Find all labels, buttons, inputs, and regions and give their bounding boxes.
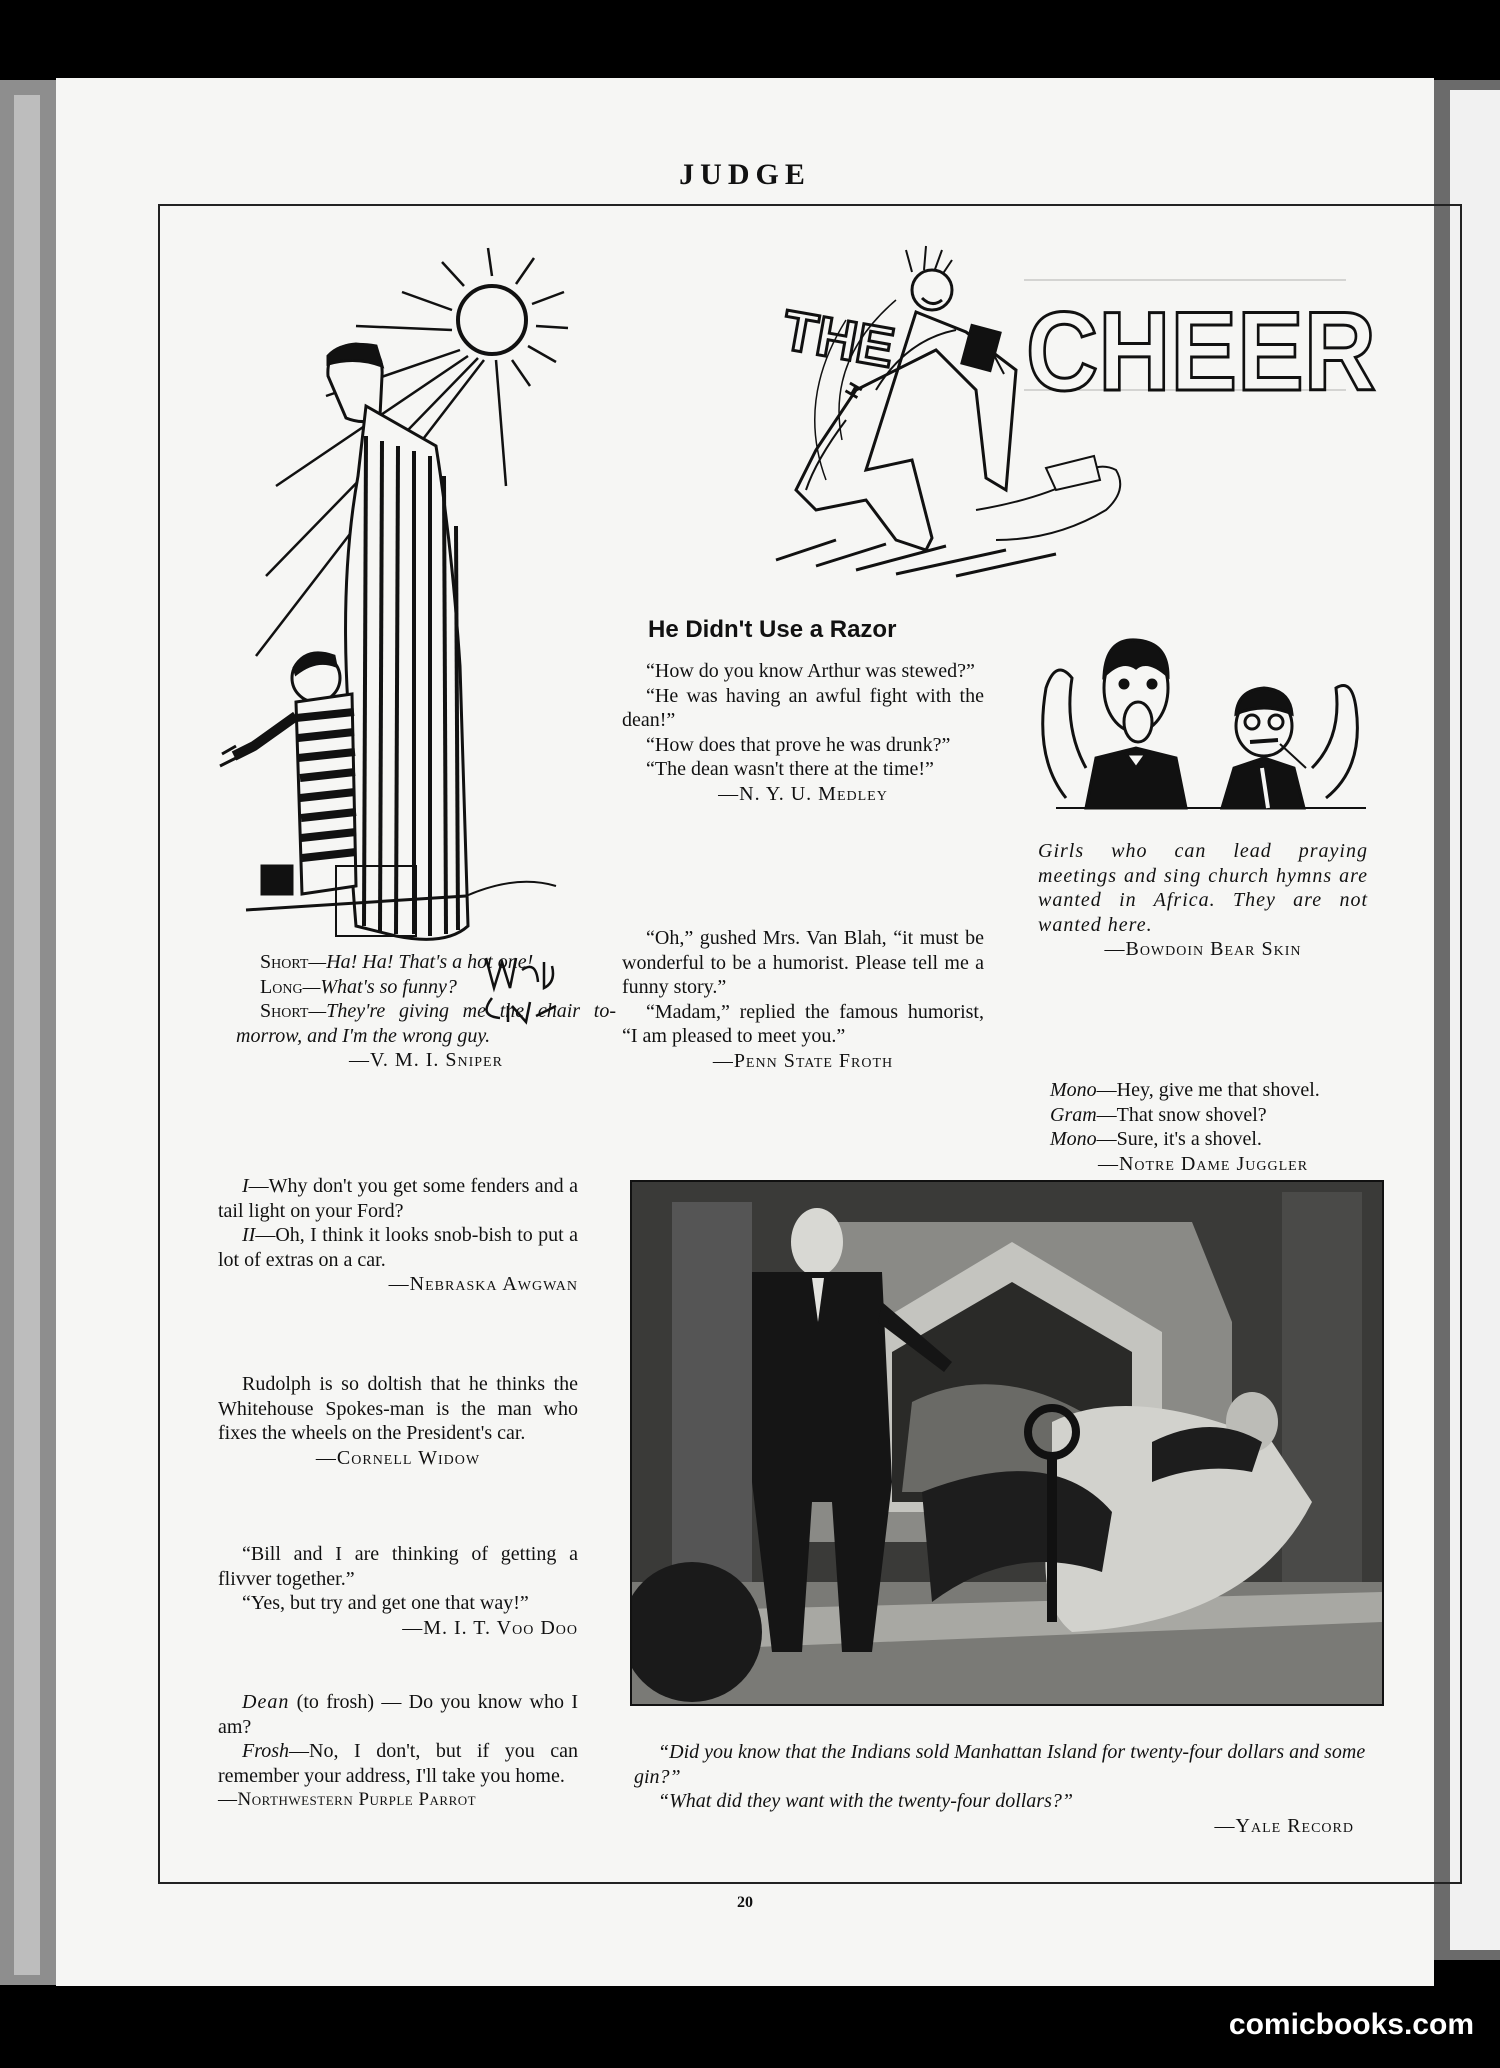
photo-caption: [634, 1740, 1394, 1838]
dean-joke: [218, 1690, 578, 1813]
speaker-dean: Dean: [242, 1691, 290, 1713]
watermark: comicbooks.com: [1228, 2008, 1474, 2041]
speaker-i: I: [242, 1175, 249, 1197]
humorist-joke: [622, 926, 984, 1073]
africa-joke: [1038, 839, 1368, 962]
speaker-mono: Mono: [1050, 1079, 1097, 1101]
dean-line-1: (to frosh) — Do you know who I am?: [218, 1691, 578, 1738]
fenders-line-1: —Why don't you get some fenders and a tail light on your Ford?: [218, 1175, 578, 1222]
masthead: JUDGE: [679, 158, 811, 191]
photo-caption-line-2: “What did they want with the twenty-four dollars?”: [658, 1790, 1073, 1812]
humorist-line-1: “Oh,” gushed Mrs. Van Blah, “it must be wonderful to be a humorist. Please tell me a funny story.”: [622, 927, 984, 998]
humorist-line-2: “Madam,” replied the famous humorist, “I am pleased to meet you.”: [622, 1000, 984, 1047]
flivver-joke: [218, 1542, 578, 1640]
line-long: —What's so funny?: [302, 975, 457, 998]
credit-penn-state-froth: —Penn State Froth: [712, 1049, 894, 1072]
fenders-line-2: —Oh, I think it looks snob-bish to put a lot of extras on a car.: [218, 1224, 578, 1271]
speaker-short: Short: [260, 951, 309, 973]
fenders-joke: [218, 1174, 578, 1297]
photo-caption-line-1: “Did you know that the Indians sold Manhattan Island for twenty-four dollars and some gin?”: [634, 1741, 1366, 1788]
credit-nyu-medley: —N. Y. U. Medley: [718, 782, 888, 805]
cheer-word-the: THE: [777, 297, 900, 380]
chair-joke: [236, 950, 616, 1073]
credit-mit-voo-doo: —M. I. T. Voo Doo: [402, 1616, 578, 1639]
photo-image: [632, 1182, 1382, 1704]
speaker-long: Long: [260, 975, 303, 998]
cheer-word-cheer: CHEER: [1026, 289, 1376, 414]
razor-line-4: “The dean wasn't there at the time!”: [646, 758, 934, 780]
razor-line-2: “He was having an awful fight with the dean!”: [622, 684, 984, 731]
credit-yale-record: —Yale Record: [1214, 1814, 1354, 1837]
speaker-mono-2: Mono: [1050, 1128, 1097, 1150]
shovel-line-3: —Sure, it's a shovel.: [1096, 1128, 1262, 1150]
line-short-1: —Ha! Ha! That's a hot one!: [308, 951, 534, 973]
dean-line-2: —No, I don't, but if you can remember your address, I'll take you home.: [218, 1740, 578, 1787]
razor-joke: [622, 659, 984, 806]
magazine-page: [56, 78, 1434, 1986]
africa-cartoon: [1026, 618, 1386, 828]
speaker-frosh: Frosh: [242, 1740, 290, 1762]
razor-line-3: “How does that prove he was drunk?”: [646, 733, 951, 756]
africa-caption: Girls who can lead praying meetings and sing church hymns are wanted in Africa. They are not wanted here.: [1038, 840, 1368, 936]
page-number: 20: [737, 1894, 753, 1911]
shovel-line-1: —Hey, give me that shovel.: [1096, 1079, 1320, 1101]
credit-nebraska-awgwan: —Nebraska Awgwan: [388, 1273, 578, 1295]
speaker-short-2: Short: [260, 1000, 309, 1022]
speaker-gram: Gram: [1050, 1103, 1097, 1126]
fireplace-photo: [630, 1180, 1384, 1706]
flivver-line-2: “Yes, but try and get one that way!”: [242, 1592, 529, 1614]
credit-vmi-sniper: —V. M. I. Sniper: [349, 1049, 503, 1071]
flivver-line-1: “Bill and I are thinking of getting a flivver together.”: [218, 1543, 578, 1590]
shovel-joke: [1026, 1078, 1380, 1176]
credit-northwestern-purple-parrot: —Northwestern Purple Parrot: [218, 1789, 477, 1810]
razor-headline: He Didn't Use a Razor: [648, 616, 897, 643]
credit-cornell-widow: —Cornell Widow: [315, 1446, 481, 1469]
svg-text:H: H: [841, 378, 868, 403]
credit-bowdoin-bear-skin: —Bowdoin Bear Skin: [1104, 938, 1302, 960]
rudolph-joke: [218, 1372, 578, 1470]
chair-cartoon: [216, 246, 636, 1026]
speaker-ii: II: [242, 1224, 256, 1246]
credit-notre-dame-juggler: —Notre Dame Juggler: [1097, 1152, 1309, 1175]
book-spine-left-inner: [14, 95, 40, 1975]
line-short-2: —They're giving me the chair to-morrow, and I'm the wrong guy.: [236, 1000, 616, 1047]
cheer-cartoon: [756, 240, 1426, 580]
razor-line-1: “How do you know Arthur was stewed?”: [646, 660, 975, 682]
rudolph-text: Rudolph is so doltish that he thinks the Whitehouse Spokes-man is the man who fixes the wheels on the President's car.: [218, 1373, 578, 1444]
shovel-line-2: —That snow shovel?: [1096, 1103, 1267, 1126]
